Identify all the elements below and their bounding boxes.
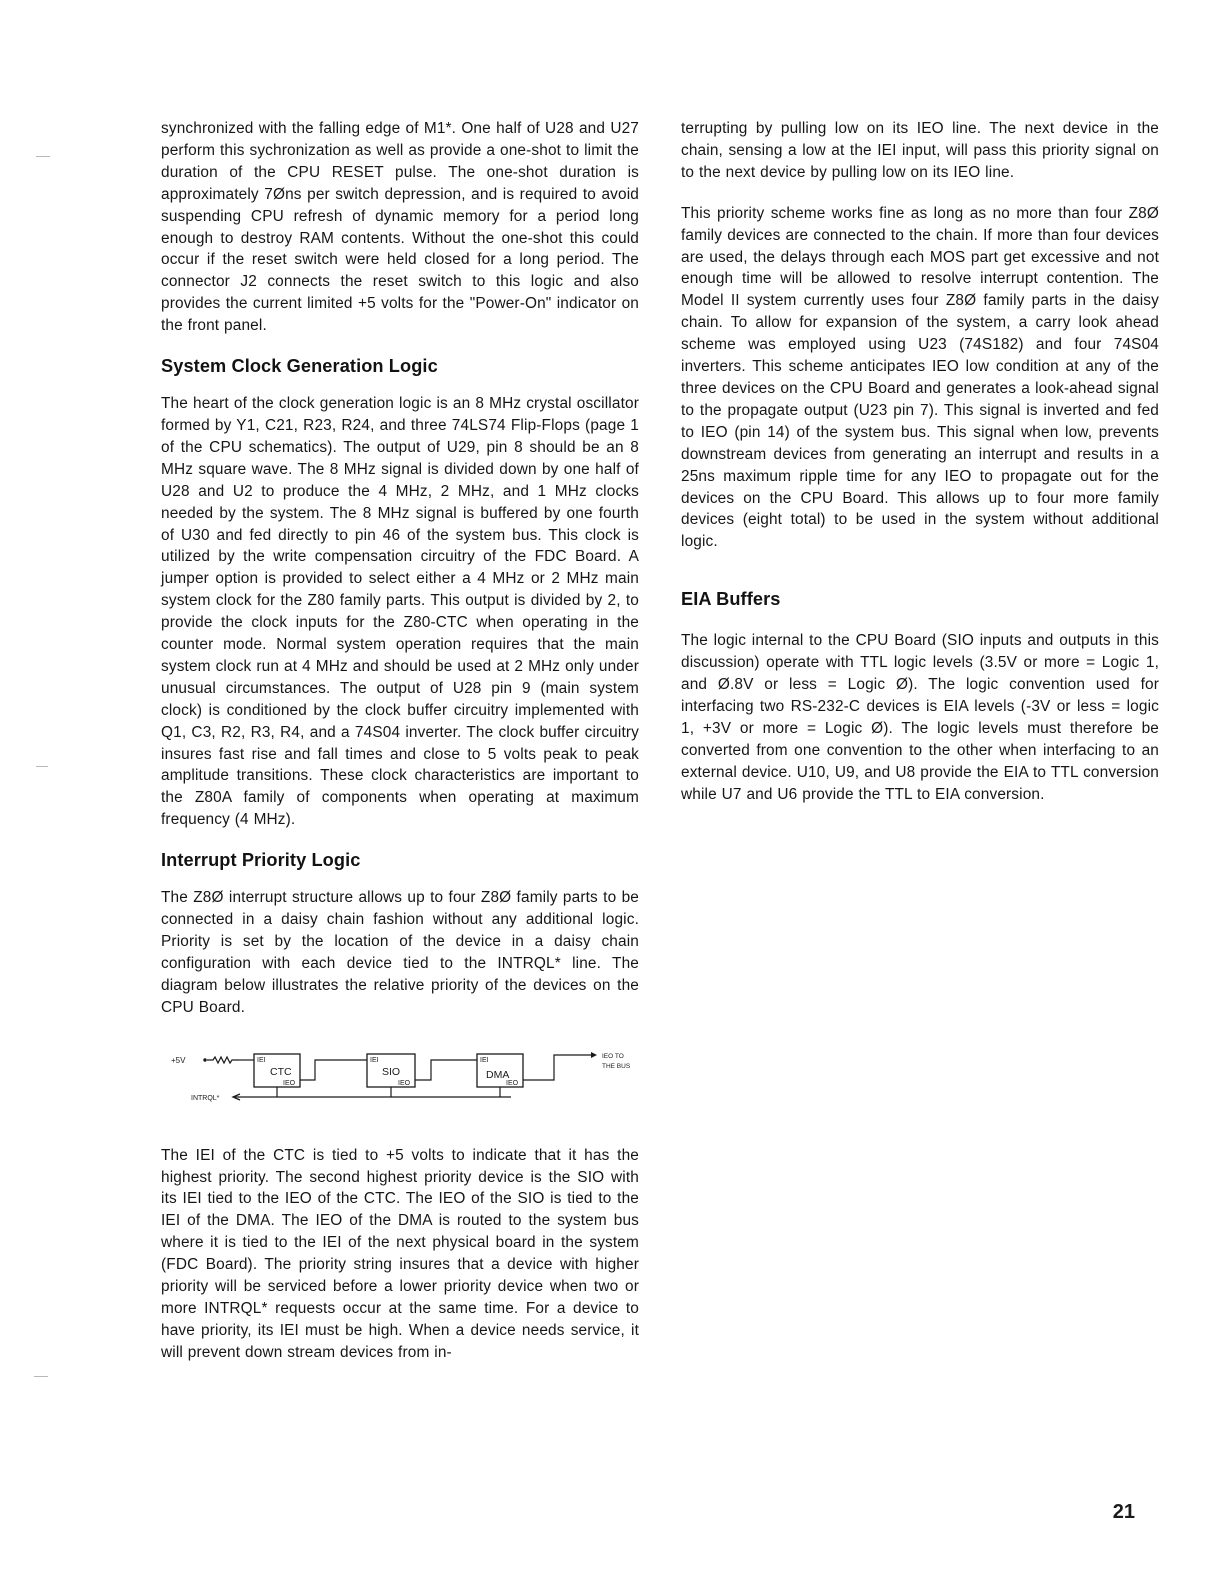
intrql-label: INTRQL* xyxy=(191,1094,220,1102)
bus-arrow-icon xyxy=(591,1052,597,1058)
sio-label: SIO xyxy=(382,1065,401,1078)
sio-ieo-label: IEO xyxy=(398,1079,411,1087)
page-number: 21 xyxy=(1112,1501,1135,1523)
ctc-to-sio-line xyxy=(300,1060,367,1080)
ctc-ieo-label: IEO xyxy=(283,1079,296,1087)
supply-terminal xyxy=(203,1058,206,1061)
clock-generation-heading: System Clock Generation Logic xyxy=(161,356,438,377)
priority-scheme-paragraph: This priority scheme works fine as long as no more than four Z8Ø family devices are connected to the chain. If more than four devices are used, the delays through each MOS part get excessive and not enough time will be allowed to resolve interrupt contention. The Model II system currently uses four Z8Ø family parts in the daisy chain. To allow for expansion of the system, a carry look ahead scheme was employed using U23 (74S182) and four 74S04 inverters. This scheme anticipates IEO low condition at any of the three devices on the CPU Board and generates a look-ahead signal to the propagate output (U23 pin 7). This signal is inverted and fed to IEO (pin 14) of the system bus. This signal when low, prevents downstream devices from generating an interrupt and results in a 25ns maximum ripple time for any IEO to propagate out for the devices on the CPU Board. This allows up to four more family devices (eight total) to be used in the system without additional logic. xyxy=(681,204,1159,551)
supply-label: +5V xyxy=(171,1055,186,1065)
eia-buffers-heading: EIA Buffers xyxy=(681,589,781,610)
clock-generation-paragraph: The heart of the clock generation logic is an 8 MHz crystal oscillator formed by Y1, C21, R23, R24, and three 74LS74 Flip-Flops (page 1 of the CPU schematics). The output of U29, pin 8 should be an 8 MHz square wave. The 8 MHz signal is divided down by one half of U28 and U2 to produce the 4 MHz, 2 MHz, and 1 MHz clocks needed by the system. The 8 MHz signal is buffered by one fourth of U30 and fed directly to pin 46 of the system bus. This clock is utilized by the write compensation circuitry of the FDC Board. A jumper option is provided to select either a 4 MHz or 2 MHz main system clock for the Z80 family parts. This output is divided by 2, to provide the clock inputs for the Z80-CTC when operating in the counter mode. Normal system operation requires that the main system clock run at 4 MHz and should be used at 2 MHz only under unusual circumstances. The output of U28 pin 9 (main system clock) is conditioned by the clock buffer circuitry implemented with Q1, C3, R2, R3, R4, and a 74S04 inverter. The clock buffer circuitry insures fast rise and fall times and close to 5 volts peak to peak amplitude transitions. These clock characteristics are important to the Z80A family of components when operating at maximum frequency (4 MHz). xyxy=(161,395,639,829)
reset-logic-paragraph: synchronized with the falling edge of M1*. One half of U28 and U27 perform this sychronization as well as provide a one-shot to limit the duration of the CPU RESET pulse. The one-shot duration is approximately 7Øns per switch depression, and is required to avoid suspending CPU refresh of dynamic memory for a period long enough to destroy RAM contents. Without the one-shot this could occur if the reset switch were held closed for a long period. The connector J2 connects the reset switch to this logic and also provides the current limited +5 volts for the "Power-On" indicator on the front panel. xyxy=(161,120,639,335)
daisy-chain-diagram xyxy=(161,1048,639,1118)
bus-label-line1: IEO TO xyxy=(602,1052,624,1060)
sio-device xyxy=(367,1054,415,1087)
pullup-resistor xyxy=(207,1057,239,1063)
interrupt-priority-paragraph: The Z8Ø interrupt structure allows up to four Z8Ø family parts to be connected in a daisy chain fashion without any additional logic. Priority is set by the location of the device in a daisy chain configuration with each device tied to the INTRQL* line. The diagram below illustrates the relative priority of the devices on the CPU Board. xyxy=(161,889,639,1016)
dma-to-bus-line xyxy=(523,1055,591,1080)
priority-explanation-paragraph: The IEI of the CTC is tied to +5 volts to indicate that it has the highest priority. The second highest priority device is the SIO with its IEI tied to the IEO of the CTC. The IEO of the SIO is tied to the IEI of the DMA. The IEO of the DMA is routed to the system bus where it is tied to the IEI of the next physical board in the system (FDC Board). The priority string insures that a device with higher priority will be serviced before a lower priority device when two or more INTRQL* requests occur at the same time. For a device to have priority, its IEI must be high. When a device needs service, it will prevent down stream devices from in- xyxy=(161,1146,639,1361)
dma-iei-label: IEI xyxy=(480,1056,489,1064)
interrupt-priority-heading: Interrupt Priority Logic xyxy=(161,850,361,871)
ctc-device xyxy=(254,1054,300,1087)
dma-device xyxy=(477,1054,523,1087)
sio-to-dma-line xyxy=(415,1060,477,1080)
ctc-iei-label: IEI xyxy=(257,1056,266,1064)
eia-buffers-paragraph: The logic internal to the CPU Board (SIO inputs and outputs in this discussion) operate with TTL logic levels (3.5V or more = Logic 1, and Ø.8V or less = Logic Ø). The logic convention used for interfacing two RS-232-C devices is EIA levels (-3V or less = logic 1, +3V or more = Logic Ø). The logic levels must therefore be converted from one convention to the other when interfacing to an external device. U10, U9, and U8 provide the EIA to TTL conversion while U7 and U6 provide the TTL to EIA conversion. xyxy=(681,632,1159,803)
bus-label-line2: THE BUS xyxy=(602,1062,631,1070)
ctc-label: CTC xyxy=(270,1065,292,1078)
sio-iei-label: IEI xyxy=(370,1056,379,1064)
dma-ieo-label: IEO xyxy=(506,1079,519,1087)
continued-paragraph: terrupting by pulling low on its IEO line. The next device in the chain, sensing a low at the IEI input, will pass this priority signal on to the next device by pulling low on its IEO line. xyxy=(681,120,1159,181)
dma-label: DMA xyxy=(486,1068,510,1081)
left-column xyxy=(161,118,639,1364)
right-column xyxy=(681,118,1159,805)
